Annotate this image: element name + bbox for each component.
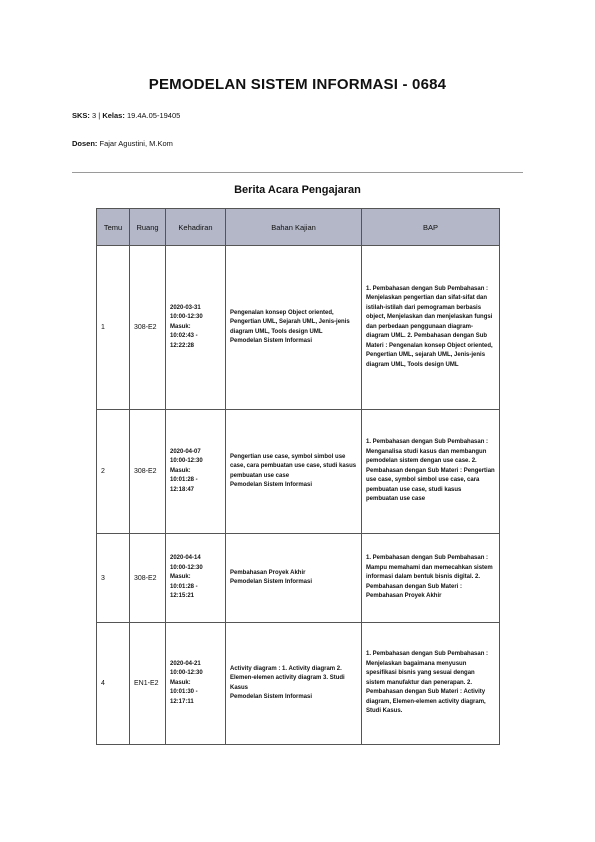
- dosen-value: Fajar Agustini, M.Kom: [99, 139, 173, 148]
- kelas-value: 19.4A.05-19405: [126, 111, 181, 120]
- cell-ruang: 308-E2: [130, 534, 166, 623]
- cell-temu: 1: [97, 246, 130, 410]
- cell-bahan-kajian: [226, 623, 362, 745]
- kehadiran-out: 12:22:28: [170, 342, 195, 349]
- divider: [72, 172, 523, 173]
- kelas-label: Kelas:: [102, 111, 125, 120]
- table-header-row: [97, 209, 500, 246]
- kehadiran-in: 10:01:28 -: [170, 477, 198, 484]
- cell-kehadiran: [166, 410, 226, 534]
- cell-kehadiran: [166, 534, 226, 623]
- kehadiran-date: 2020-04-21: [170, 660, 201, 667]
- cell-bahan-kajian: [226, 534, 362, 623]
- table-row: [97, 410, 500, 534]
- kehadiran-in: 10:01:28 -: [170, 583, 198, 590]
- cell-bap: 1. Pembahasan dengan Sub Pembahasan : Menjelaskan pengertian dan sifat-sifat dan istilah-istilah dari pemograman berbasis object, Menjelaskan dan menjelaskan fungsi dan perbedaan penggunaan diagram-diagram UML. 2. Pembahasan dengan Sub Materi : Pengenalan konsep Object oriented, Pengertian UML, sejarah UML, Jenis-jenis diagram UML, Tools design UML: [362, 246, 500, 410]
- kehadiran-date: 2020-04-07: [170, 448, 201, 455]
- meta-separator: |: [98, 111, 101, 120]
- kehadiran-out: 12:17:11: [170, 698, 194, 705]
- page-title: PEMODELAN SISTEM INFORMASI - 0684: [148, 76, 447, 93]
- column-header-bahan-kajian: Bahan Kajian: [226, 209, 362, 246]
- cell-kehadiran: [166, 246, 226, 410]
- kehadiran-in: 10:01:30 -: [170, 689, 198, 696]
- cell-ruang: 308-E2: [130, 246, 166, 410]
- kehadiran-time: 10:00-12:30: [170, 564, 203, 571]
- cell-temu: 4: [97, 623, 130, 745]
- cell-temu: 2: [97, 410, 130, 534]
- cell-ruang: 308-E2: [130, 410, 166, 534]
- cell-bap: 1. Pembahasan dengan Sub Pembahasan : Menjelaskan bagaimana menyusun spesifikasi bisnis yang sesuai dengan sistem manufaktur dan penerapan. 2. Pembahasan dengan Sub Materi : Activity diagram, Elemen-elemen activity diagram, Studi Kasus.: [362, 623, 500, 745]
- kehadiran-label: Masuk:: [170, 574, 191, 581]
- column-header-bap: BAP: [362, 209, 500, 246]
- lecturer-line: [72, 139, 173, 148]
- table-row: [97, 623, 500, 745]
- table-row: [97, 246, 500, 410]
- cell-ruang: EN1-E2: [130, 623, 166, 745]
- bahan-course: Pemodelan Sistem Informasi: [230, 482, 313, 488]
- kehadiran-label: Masuk:: [170, 323, 191, 330]
- bahan-topic: Activity diagram : 1. Activity diagram 2. Elemen-elemen activity diagram 3. Studi Kasus: [230, 665, 345, 691]
- bahan-course: Pemodelan Sistem Informasi: [230, 694, 313, 700]
- kehadiran-date: 2020-03-31: [170, 304, 201, 311]
- kehadiran-in: 10:02:43 -: [170, 333, 198, 340]
- cell-bahan-kajian: [226, 246, 362, 410]
- dosen-label: Dosen:: [72, 139, 98, 148]
- cell-temu: 3: [97, 534, 130, 623]
- kehadiran-out: 12:15:21: [170, 593, 195, 600]
- bahan-topic: Pembahasan Proyek Akhir: [230, 569, 306, 576]
- kehadiran-label: Masuk:: [170, 467, 191, 474]
- bahan-course: Pemodelan Sistem Informasi: [230, 579, 313, 585]
- cell-bahan-kajian: [226, 410, 362, 534]
- column-header-kehadiran: Kehadiran: [166, 209, 226, 246]
- kehadiran-date: 2020-04-14: [170, 555, 201, 562]
- cell-bap: 1. Pembahasan dengan Sub Pembahasan : Mampu memahami dan memecahkan sistem informasi dalam bentuk bisnis digital. 2. Pembahasan dengan Sub Materi : Pembahasan Proyek Akhir: [362, 534, 500, 623]
- cell-kehadiran: [166, 623, 226, 745]
- kehadiran-label: Masuk:: [170, 679, 191, 686]
- sks-value: 3: [92, 111, 97, 120]
- kehadiran-time: 10:00-12:30: [170, 670, 203, 677]
- bahan-topic: Pengenalan konsep Object oriented, Pengertian UML, Sejarah UML, Jenis-jenis diagram UML, Tools design UML: [230, 309, 350, 335]
- column-header-ruang: Ruang: [130, 209, 166, 246]
- course-meta-line: [72, 111, 180, 120]
- bap-table: [96, 208, 500, 745]
- section-title: Berita Acara Pengajaran: [234, 184, 361, 196]
- table-row: [97, 534, 500, 623]
- kehadiran-out: 12:18:47: [170, 486, 195, 493]
- kehadiran-time: 10:00-12:30: [170, 458, 203, 465]
- bahan-course: Pemodelan Sistem Informasi: [230, 338, 313, 344]
- kehadiran-time: 10:00-12:30: [170, 314, 203, 321]
- bahan-topic: Pengertian use case, symbol simbol use case, cara pembuatan use case, studi kasus pembuatan use case: [230, 453, 357, 479]
- cell-bap: 1. Pembahasan dengan Sub Pembahasan : Menganalisa studi kasus dan membangun pemodelan sistem dengan use case. 2. Pembahasan dengan Sub Materi : Pengertian use case, symbol simbol use case, cara pembuatan use case, studi kasus pembuatan use case: [362, 410, 500, 534]
- sks-label: SKS:: [72, 111, 90, 120]
- column-header-temu: Temu: [97, 209, 130, 246]
